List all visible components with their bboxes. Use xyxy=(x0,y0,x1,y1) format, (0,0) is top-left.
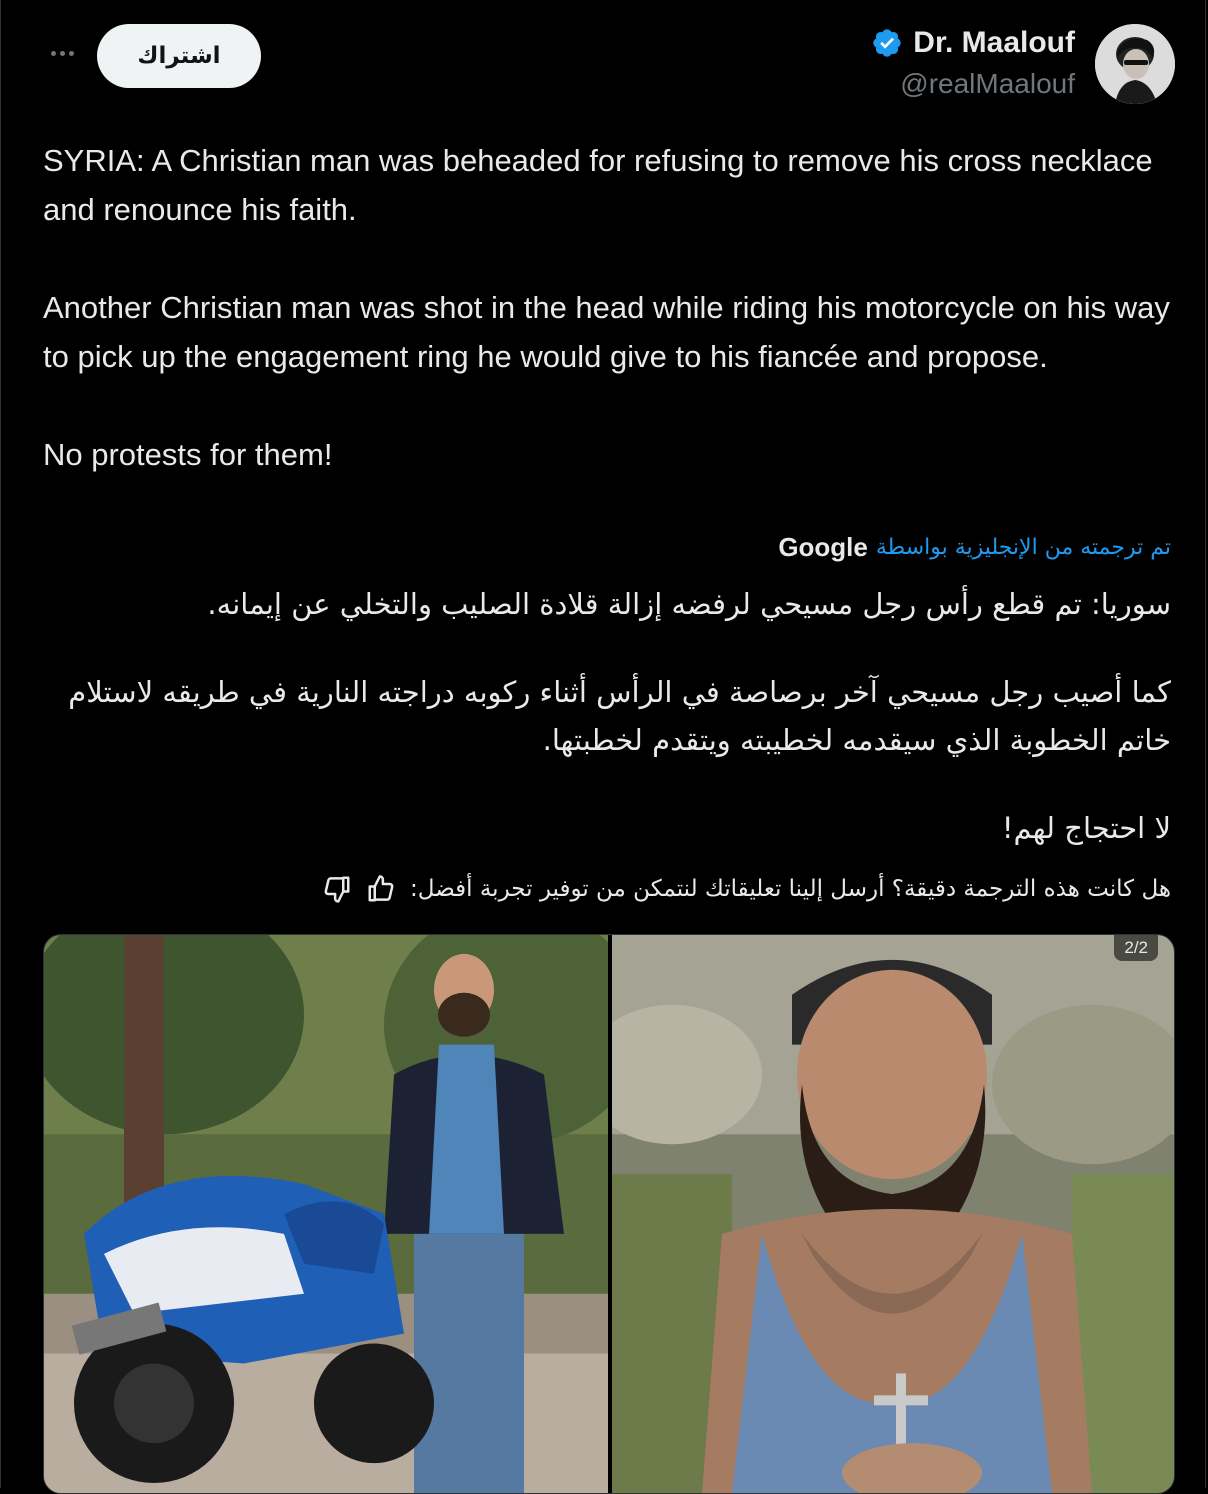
more-dot-icon xyxy=(51,51,56,56)
media-counter-badge: 2/2 xyxy=(1114,935,1158,961)
avatar-image xyxy=(1095,24,1175,104)
user-handle[interactable]: @realMaalouf xyxy=(900,68,1075,99)
translated-paragraph: لا احتجاج لهم! xyxy=(1001,811,1171,845)
injured-man-photo-image xyxy=(612,935,1175,1493)
translated-text xyxy=(31,580,1171,852)
post-text xyxy=(43,136,1177,479)
feedback-prompt: هل كانت هذه الترجمة دقيقة؟ أرسل إلينا تعليقاتك لنتمكن من توفير تجربة أفضل: xyxy=(410,876,1171,902)
photo-injured-man-with-cross[interactable] xyxy=(612,935,1175,1493)
translation-attribution xyxy=(778,532,1171,563)
post-paragraph: No protests for them! xyxy=(43,437,333,472)
post-paragraph: SYRIA: A Christian man was beheaded for refusing to remove his cross necklace and renounce his faith. xyxy=(43,143,1153,227)
translated-paragraph: كما أصيب رجل مسيحي آخر برصاصة في الرأس أثناء ركوبه دراجته النارية في طريقه لاستلام خاتم الخطوبة الذي سيقدمه لخطيبته ويتقدم لخطبتها. xyxy=(68,675,1171,757)
translated-paragraph: سوريا: تم قطع رأس رجل مسيحي لرفضه إزالة قلادة الصليب والتخلي عن إيمانه. xyxy=(207,587,1171,621)
translated-from-link[interactable]: تم ترجمته من الإنجليزية بواسطة xyxy=(875,535,1171,560)
thumbs-down-icon[interactable] xyxy=(322,874,352,904)
motorcycle-photo-image xyxy=(44,935,608,1493)
media-gallery[interactable] xyxy=(43,934,1175,1494)
thumbs-up-icon[interactable] xyxy=(366,874,396,904)
more-options-button[interactable] xyxy=(43,38,81,68)
author-info[interactable] xyxy=(871,26,1075,100)
photo-man-with-motorcycle[interactable] xyxy=(44,935,608,1493)
more-dot-icon xyxy=(60,51,65,56)
more-dot-icon xyxy=(69,51,74,56)
avatar[interactable] xyxy=(1095,24,1175,104)
google-logo: Google xyxy=(778,532,868,562)
post-paragraph: Another Christian man was shot in the head while riding his motorcycle on his way to pick up the engagement ring he would give to his fiancée and propose. xyxy=(43,290,1170,374)
display-name[interactable]: Dr. Maalouf xyxy=(913,26,1075,59)
subscribe-button[interactable]: اشتراك xyxy=(97,24,261,88)
verified-badge-icon xyxy=(871,27,903,59)
translation-feedback xyxy=(322,874,1171,904)
